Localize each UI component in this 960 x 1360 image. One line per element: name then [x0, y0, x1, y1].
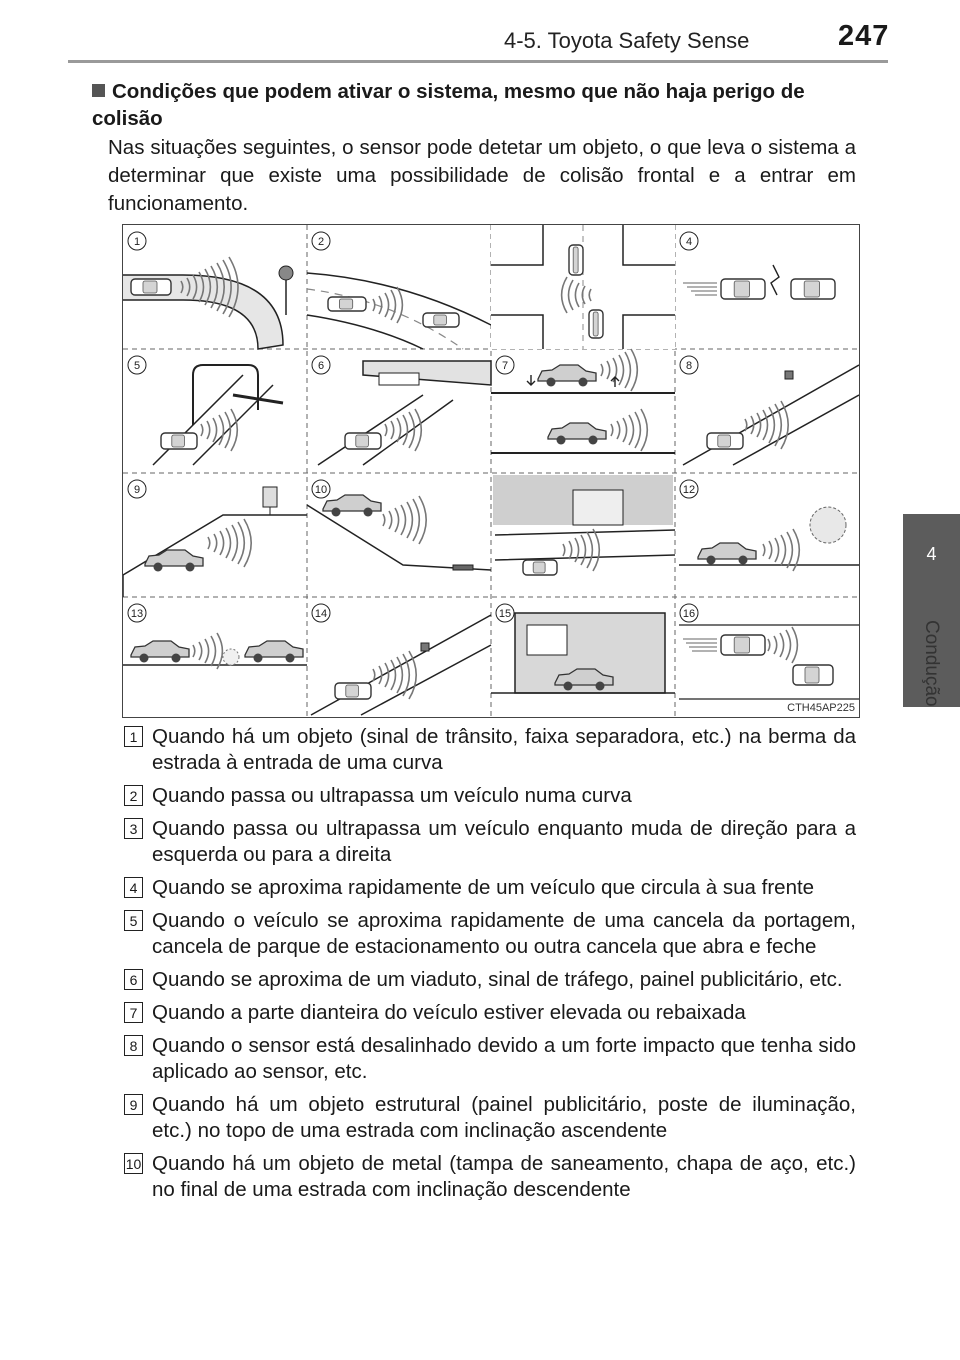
- sensor-wave-icon: [407, 502, 412, 538]
- list-item: [124, 1151, 856, 1203]
- sensor-wave-icon: [415, 409, 421, 451]
- item-number-badge: 10: [124, 1153, 143, 1174]
- wheel-icon: [254, 654, 263, 663]
- item-text: Quando há um objeto estrutural (painel publicitário, poste de iluminação, etc.) no topo de uma estrada com inclinação ascendente: [152, 1093, 856, 1142]
- sensor-wave-icon: [641, 409, 647, 451]
- sensor-wave-icon: [625, 352, 630, 388]
- sensor-wave-icon: [201, 424, 203, 436]
- condition-list: [124, 724, 856, 1210]
- sensor-wave-icon: [629, 415, 634, 445]
- car-window-icon: [434, 315, 447, 325]
- list-item: [124, 967, 856, 993]
- sensor-wave-icon: [385, 424, 387, 436]
- sensor-wave-icon: [569, 541, 572, 559]
- page-number: 247: [838, 20, 890, 52]
- wheel-icon: [364, 508, 373, 517]
- illustration-svg: [123, 225, 859, 717]
- sensor-wave-icon: [217, 633, 222, 669]
- sensor-wave-icon: [389, 511, 392, 529]
- panel-number-text: 13: [130, 608, 144, 620]
- sensor-wave-icon: [226, 528, 231, 558]
- item-text: Quando se aproxima rapidamente de um veículo que circula à sua frente: [152, 876, 815, 899]
- sensor-wave-icon: [207, 421, 210, 439]
- car-window-icon: [356, 435, 369, 447]
- wheel-icon: [547, 378, 556, 387]
- sensor-wave-icon: [193, 645, 195, 657]
- sensor-wave-icon: [745, 419, 747, 431]
- object-icon: [785, 371, 793, 379]
- road-edge: [683, 365, 859, 465]
- sensor-wave-icon: [219, 415, 224, 445]
- arrow-up-icon: [611, 377, 619, 387]
- wheel-icon: [172, 654, 181, 663]
- item-text: Quando passa ou ultrapassa um veículo enquanto muda de direção para a esquerda ou para a direita: [152, 817, 856, 866]
- side-car-icon: [323, 495, 381, 511]
- wheel-icon: [186, 563, 195, 572]
- panel-number-text: 8: [685, 360, 693, 372]
- list-item: [124, 724, 856, 776]
- manhole-icon: [453, 565, 473, 570]
- panel-number-text: 7: [501, 360, 509, 372]
- side-car-icon: [131, 641, 189, 657]
- sensor-wave-icon: [593, 529, 599, 571]
- panel-number-text: 15: [498, 608, 512, 620]
- panel-bg: [491, 225, 675, 349]
- side-car-icon: [548, 423, 606, 439]
- panel-number-text: 12: [682, 484, 696, 496]
- panel-number-text: 1: [133, 236, 141, 248]
- sensor-wave-icon: [786, 630, 791, 660]
- sensor-wave-icon: [763, 410, 768, 440]
- gate-icon: [573, 490, 623, 525]
- wheel-icon: [579, 378, 588, 387]
- sensor-wave-icon: [199, 642, 202, 660]
- list-item: [124, 1000, 856, 1026]
- sensor-wave-icon: [397, 287, 402, 323]
- sensor-wave-icon: [238, 522, 244, 564]
- item-text: Quando há um objeto de metal (tampa de saneamento, chapa de aço, etc.) no final de uma estrada com inclinação descendente: [152, 1152, 856, 1201]
- sensor-wave-icon: [391, 421, 394, 439]
- header-rule: [68, 60, 888, 63]
- chapter-label-text: Condução: [921, 620, 942, 707]
- item-number-badge: 7: [124, 1002, 143, 1023]
- car-window-icon: [718, 435, 731, 447]
- window-icon: [527, 625, 567, 655]
- wheel-icon: [564, 682, 573, 691]
- sensor-wave-icon: [768, 639, 770, 651]
- sensor-wave-icon: [383, 514, 385, 526]
- sensor-wave-icon: [379, 666, 382, 684]
- figure-code: CTH45AP225: [787, 702, 855, 714]
- wheel-icon: [589, 436, 598, 445]
- car-window-icon: [573, 247, 578, 273]
- item-text: Quando há um objeto (sinal de trânsito, faixa separadora, etc.) na berma da estrada à entrada de uma curva: [152, 725, 856, 774]
- sensor-wave-icon: [581, 535, 586, 565]
- list-item: [124, 875, 856, 901]
- sensor-wave-icon: [397, 657, 402, 693]
- smoke-cloud-icon: [810, 507, 846, 543]
- panel-number-text: 16: [682, 608, 696, 620]
- item-text: Quando passa ou ultrapassa um veículo numa curva: [152, 784, 632, 807]
- sensor-wave-icon: [563, 544, 565, 556]
- road-edge: [153, 375, 273, 465]
- car-window-icon: [804, 281, 819, 297]
- panel-number-text: 10: [314, 484, 328, 496]
- item-number-badge: 2: [124, 785, 143, 806]
- item-number-badge: 4: [124, 877, 143, 898]
- car-window-icon: [346, 685, 359, 697]
- car-window-icon: [805, 667, 819, 683]
- panel-number-text: 9: [133, 484, 141, 496]
- sign-board-icon: [379, 373, 419, 385]
- list-item: [124, 908, 856, 960]
- item-number-badge: 3: [124, 818, 143, 839]
- sensor-wave-icon: [780, 633, 784, 657]
- sensor-wave-icon: [231, 409, 237, 451]
- section-heading: [92, 78, 862, 132]
- car-window-icon: [593, 312, 598, 336]
- wheel-icon: [739, 556, 748, 565]
- panel-number-text: 5: [133, 360, 141, 372]
- sensor-wave-icon: [623, 418, 627, 442]
- sensor-wave-icon: [401, 505, 406, 535]
- sensor-wave-icon: [214, 534, 217, 552]
- wheel-icon: [154, 563, 163, 572]
- sensor-wave-icon: [220, 531, 224, 555]
- list-item: [124, 816, 856, 868]
- side-car-icon: [538, 365, 596, 381]
- sensor-wave-icon: [601, 364, 603, 376]
- item-number-badge: 5: [124, 910, 143, 931]
- wheel-icon: [332, 508, 341, 517]
- item-number-badge: 1: [124, 726, 143, 747]
- sensor-wave-icon: [617, 421, 620, 439]
- intro-paragraph: Nas situações seguintes, o sensor pode detetar um objeto, o que leva o sistema a determinar que existe uma possibilidade de colisão frontal e a entrar em funcionamento.: [108, 136, 856, 215]
- sensor-wave-icon: [385, 293, 389, 317]
- car-window-icon: [339, 299, 352, 309]
- side-car-icon: [145, 550, 203, 566]
- item-text: Quando o veículo se aproxima rapidamente de uma cancela da portagem, cancela de parque de estacionamento ou outra cancela que abra e feche: [152, 909, 856, 958]
- section-heading-text: Condições que podem ativar o sistema, mesmo que não haja perigo de colisão: [92, 80, 805, 130]
- sensor-wave-icon: [774, 636, 777, 654]
- road-edge: [318, 395, 453, 465]
- sensor-wave-icon: [635, 412, 640, 448]
- sensor-wave-icon: [379, 296, 382, 314]
- page-header: [0, 0, 960, 66]
- bullet-square-icon: [92, 84, 105, 97]
- sensor-wave-icon: [395, 508, 399, 532]
- sensor-wave-icon: [373, 299, 375, 311]
- car-window-icon: [734, 637, 749, 653]
- sensor-wave-icon: [373, 669, 375, 681]
- object-icon: [421, 643, 429, 651]
- sensor-wave-icon: [775, 538, 779, 562]
- list-item: [124, 1033, 856, 1085]
- traffic-sign-icon: [279, 266, 293, 280]
- car-window-icon: [734, 281, 749, 297]
- sensor-wave-icon: [607, 361, 610, 379]
- sensor-wave-icon: [781, 535, 786, 565]
- sensor-wave-icon: [763, 544, 765, 556]
- wheel-icon: [557, 436, 566, 445]
- car-window-icon: [533, 562, 545, 573]
- impact-icon: [771, 265, 779, 295]
- item-number-badge: 6: [124, 969, 143, 990]
- spray-icon: [223, 649, 239, 665]
- sensor-wave-icon: [391, 290, 396, 320]
- car-window-icon: [143, 281, 157, 293]
- sensor-wave-icon: [232, 525, 237, 561]
- panel-number-text: 4: [685, 236, 693, 248]
- sensor-wave-icon: [769, 407, 774, 443]
- list-item: [124, 1092, 856, 1144]
- billboard-icon: [263, 487, 277, 507]
- car-window-icon: [172, 435, 185, 447]
- panel-number-text: 14: [314, 608, 328, 620]
- item-text: Quando a parte dianteira do veículo estiver elevada ou rebaixada: [152, 1001, 746, 1024]
- sensor-wave-icon: [619, 355, 624, 385]
- wheel-icon: [707, 556, 716, 565]
- sensor-wave-icon: [787, 532, 792, 568]
- chapter-number: 4: [926, 544, 937, 564]
- sensor-wave-icon: [757, 413, 761, 437]
- sensor-wave-icon: [792, 627, 797, 663]
- item-number-badge: 8: [124, 1035, 143, 1056]
- sensor-wave-icon: [213, 418, 217, 442]
- sensor-wave-icon: [587, 532, 592, 568]
- panel-number-text: 6: [317, 360, 325, 372]
- sensor-wave-icon: [611, 424, 613, 436]
- section-title: 4-5. Toyota Safety Sense: [504, 28, 750, 53]
- wheel-icon: [596, 682, 605, 691]
- side-car-icon: [245, 641, 303, 657]
- item-number-badge: 9: [124, 1094, 143, 1115]
- panel-number-text: 2: [317, 236, 325, 248]
- sensor-wave-icon: [403, 415, 408, 445]
- wheel-icon: [286, 654, 295, 663]
- sensor-wave-icon: [413, 499, 419, 541]
- sensor-wave-icon: [391, 660, 396, 690]
- sensor-wave-icon: [211, 636, 216, 666]
- sensor-wave-icon: [385, 663, 389, 687]
- item-text: Quando se aproxima de um viaduto, sinal de tráfego, painel publicitário, etc.: [152, 968, 843, 991]
- chapter-label: [903, 620, 960, 740]
- illustration-grid: [122, 224, 860, 718]
- road-edge: [307, 315, 423, 349]
- list-item: [124, 783, 856, 809]
- sensor-wave-icon: [769, 541, 772, 559]
- wheel-icon: [140, 654, 149, 663]
- side-car-icon: [698, 543, 756, 559]
- sensor-wave-icon: [208, 537, 210, 549]
- item-text: Quando o sensor está desalinhado devido a um forte impacto que tenha sido aplicado ao sensor, etc.: [152, 1034, 856, 1083]
- sensor-wave-icon: [205, 639, 209, 663]
- arrow-down-icon: [527, 375, 535, 385]
- sensor-wave-icon: [631, 349, 637, 391]
